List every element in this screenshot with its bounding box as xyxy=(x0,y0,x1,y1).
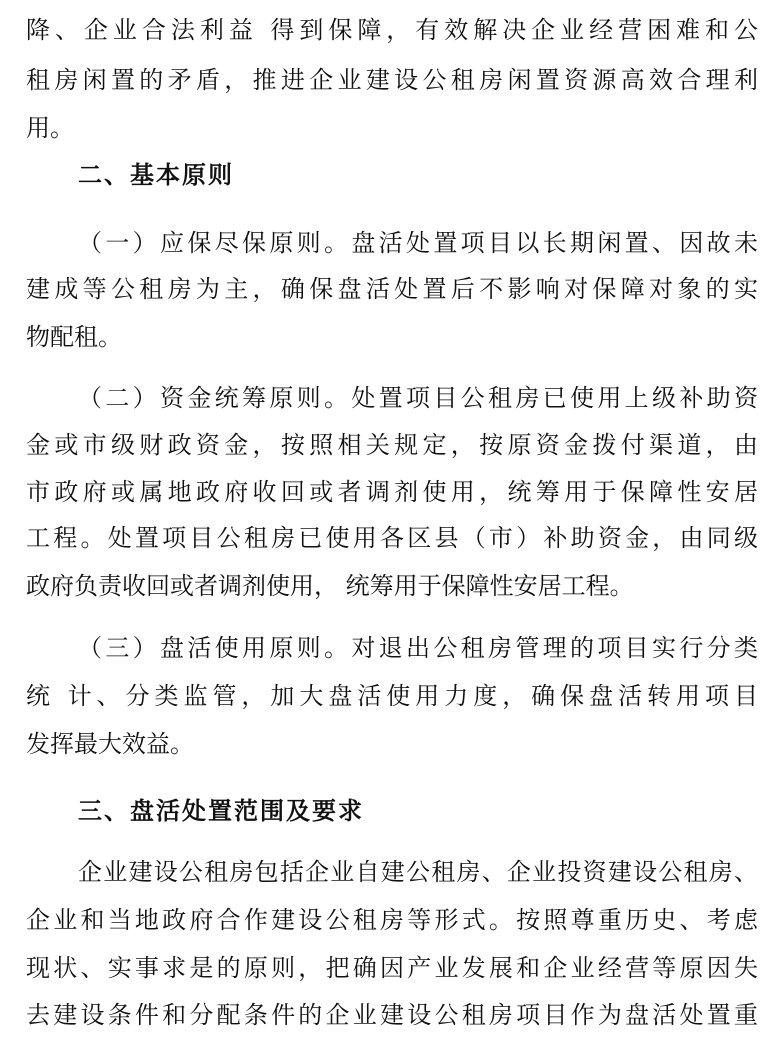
text-line: 降、企业合法利益 得到保障，有效解决企业经营困难和公 xyxy=(26,16,758,44)
text-line: 市政府或属地政府收回或者调剂使用，统筹用于保障性安居 xyxy=(26,478,758,506)
text-line: 去建设条件和分配条件的企业建设公租房项目作为盘活处置重 xyxy=(26,1001,758,1029)
text-line: 发挥最大效益。 xyxy=(26,730,194,758)
text-line: 统 计、分类监管，加大盘活使用力度，确保盘活转用项目 xyxy=(26,682,758,710)
text-line: 租房闲置的矛盾，推进企业建设公租房闲置资源高效合理利 xyxy=(26,66,758,94)
text-line: 现状、实事求是的原则，把确因产业发展和企业经营等原因失 xyxy=(26,954,758,982)
text-line: 建成等公租房为主，确保盘活处置后不影响对保障对象的实 xyxy=(26,275,758,303)
text-line: 金或市级财政资金，按照相关规定，按原资金拨付渠道，由 xyxy=(26,431,758,459)
text-line: 企业和当地政府合作建设公租房等形式。按照尊重历史、考虑 xyxy=(26,906,758,934)
text-line: 用。 xyxy=(26,114,74,142)
text-line: （三）盘活使用原则。对退出公租房管理的项目实行分类 xyxy=(78,634,758,662)
section-heading-2: 二、基本原则 xyxy=(78,161,234,189)
text-line: 工程。处置项目公租房已使用各区县（市）补助资金，由同级 xyxy=(26,524,758,552)
text-line: （二）资金统筹原则。处置项目公租房已使用上级补助资 xyxy=(78,384,758,412)
section-heading-3: 三、盘活处置范围及要求 xyxy=(78,797,364,825)
text-line: （一）应保尽保原则。盘活处置项目以长期闲置、因故未 xyxy=(78,229,758,257)
text-line: 企业建设公租房包括企业自建公租房、企业投资建设公租房、 xyxy=(78,858,758,886)
text-line: 政府负责收回或者调剂使用， 统筹用于保障性安居工程。 xyxy=(26,572,634,600)
text-line: 物配租。 xyxy=(26,323,122,351)
